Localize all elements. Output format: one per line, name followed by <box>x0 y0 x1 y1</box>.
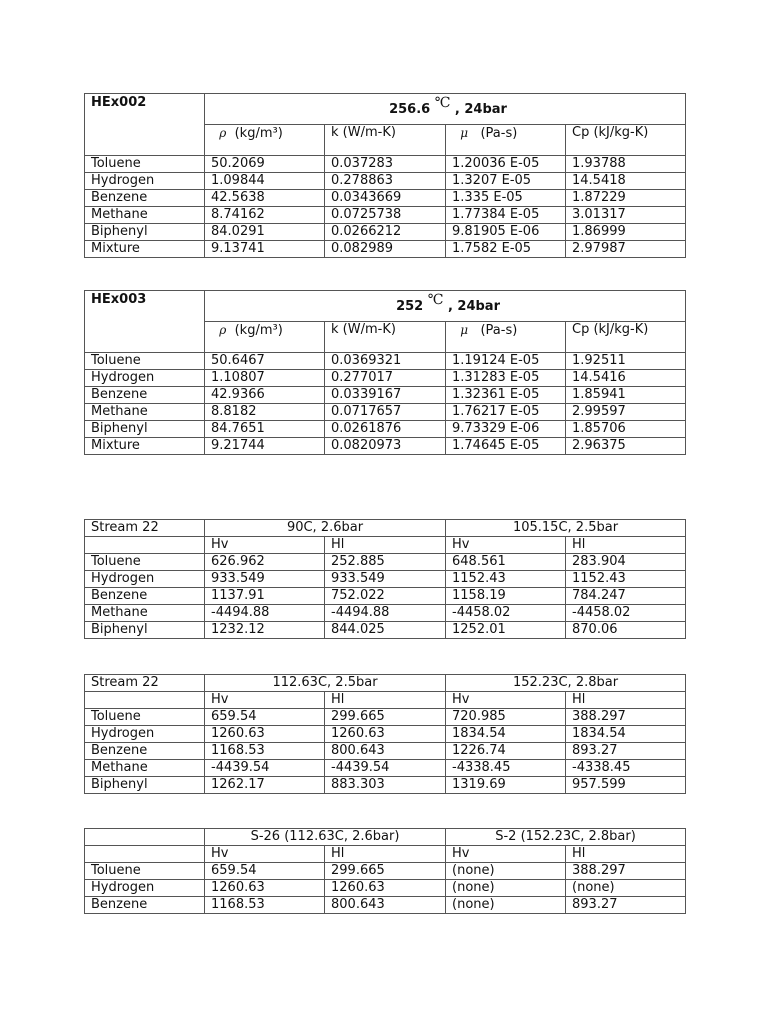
value-cell: 2.97987 <box>566 241 686 258</box>
hv-header: Hv <box>446 846 566 863</box>
value-cell: 283.904 <box>566 554 686 571</box>
value-cell: 800.643 <box>325 897 446 914</box>
value-cell: 0.0820973 <box>325 438 446 455</box>
value-cell: 1158.19 <box>446 588 566 605</box>
value-cell: 3.01317 <box>566 207 686 224</box>
table-row <box>85 880 686 897</box>
component-name: Toluene <box>85 863 205 880</box>
component-name: Toluene <box>85 709 205 726</box>
value-cell: -4338.45 <box>566 760 686 777</box>
hv-header: Hv <box>205 537 325 554</box>
table-row <box>85 207 686 224</box>
value-cell: 1.32361 E-05 <box>446 387 566 404</box>
table-row <box>85 241 686 258</box>
table-row <box>85 605 686 622</box>
component-name: Benzene <box>85 190 205 207</box>
value-cell: 1.87229 <box>566 190 686 207</box>
value-cell: 299.665 <box>325 709 446 726</box>
value-cell: 626.962 <box>205 554 325 571</box>
value-cell: 1.7582 E-05 <box>446 241 566 258</box>
table-row <box>85 190 686 207</box>
value-cell: 84.7651 <box>205 421 325 438</box>
exchanger-id: HEx002 <box>85 94 205 156</box>
value-cell: 1.09844 <box>205 173 325 190</box>
value-cell: 1226.74 <box>446 743 566 760</box>
value-cell: -4458.02 <box>566 605 686 622</box>
value-cell: 1.76217 E-05 <box>446 404 566 421</box>
component-name: Biphenyl <box>85 622 205 639</box>
value-cell: 1.74645 E-05 <box>446 438 566 455</box>
value-cell: 9.81905 E-06 <box>446 224 566 241</box>
component-name: Hydrogen <box>85 880 205 897</box>
table-row <box>85 353 686 370</box>
value-cell: 0.277017 <box>325 370 446 387</box>
value-cell: 388.297 <box>566 863 686 880</box>
value-cell: 1137.91 <box>205 588 325 605</box>
value-cell: 9.13741 <box>205 241 325 258</box>
value-cell: 1.3207 E-05 <box>446 173 566 190</box>
value-cell: 893.27 <box>566 897 686 914</box>
component-name: Biphenyl <box>85 777 205 794</box>
temperature: 252 <box>396 298 424 314</box>
empty-cell <box>85 692 205 709</box>
value-cell: 659.54 <box>205 709 325 726</box>
component-name: Hydrogen <box>85 173 205 190</box>
value-cell: 1.85706 <box>566 421 686 438</box>
hex002-table <box>84 93 686 258</box>
value-cell: 9.21744 <box>205 438 325 455</box>
empty-cell <box>85 846 205 863</box>
value-cell: 648.561 <box>446 554 566 571</box>
s26-s2-enthalpy-table <box>84 828 686 914</box>
value-cell: 84.0291 <box>205 224 325 241</box>
hv-header: Hv <box>205 846 325 863</box>
component-name: Hydrogen <box>85 571 205 588</box>
value-cell: 0.037283 <box>325 156 446 173</box>
value-cell: 50.2069 <box>205 156 325 173</box>
component-name: Methane <box>85 605 205 622</box>
value-cell: 42.5638 <box>205 190 325 207</box>
value-cell: 1260.63 <box>205 880 325 897</box>
value-cell: 8.8182 <box>205 404 325 421</box>
value-cell: 1260.63 <box>325 726 446 743</box>
value-cell: -4458.02 <box>446 605 566 622</box>
table-row <box>85 387 686 404</box>
value-cell: 1168.53 <box>205 897 325 914</box>
hl-header: Hl <box>325 537 446 554</box>
value-cell: 870.06 <box>566 622 686 639</box>
value-cell: 752.022 <box>325 588 446 605</box>
pressure: , 24bar <box>447 298 500 314</box>
value-cell: 0.0369321 <box>325 353 446 370</box>
table-row <box>85 224 686 241</box>
value-cell: 2.99597 <box>566 404 686 421</box>
hl-header: Hl <box>566 537 686 554</box>
density-header: ρ (kg/m³) <box>205 322 325 353</box>
component-name: Toluene <box>85 156 205 173</box>
value-cell: 1319.69 <box>446 777 566 794</box>
value-cell: 933.549 <box>205 571 325 588</box>
value-cell: 957.599 <box>566 777 686 794</box>
hl-header: Hl <box>325 692 446 709</box>
conductivity-header: k (W/m-K) <box>325 125 446 156</box>
component-name: Hydrogen <box>85 370 205 387</box>
density-header: ρ (kg/m³) <box>205 125 325 156</box>
value-cell: 1232.12 <box>205 622 325 639</box>
table-row <box>85 709 686 726</box>
component-name: Methane <box>85 207 205 224</box>
condition-2: 105.15C, 2.5bar <box>446 520 686 537</box>
value-cell: 1152.43 <box>446 571 566 588</box>
exchanger-id: HEx003 <box>85 291 205 353</box>
condition-1: 112.63C, 2.5bar <box>205 675 446 692</box>
value-cell: 1.85941 <box>566 387 686 404</box>
value-cell: 0.0717657 <box>325 404 446 421</box>
value-cell: 1.93788 <box>566 156 686 173</box>
degree-celsius-unit: ℃ <box>434 94 451 111</box>
condition-2: S-2 (152.23C, 2.8bar) <box>446 829 686 846</box>
value-cell: 0.0266212 <box>325 224 446 241</box>
heat-capacity-header: Cp (kJ/kg-K) <box>566 125 686 156</box>
value-cell: (none) <box>566 880 686 897</box>
table-row <box>85 370 686 387</box>
component-name: Benzene <box>85 897 205 914</box>
condition-header <box>205 94 686 125</box>
value-cell: 1834.54 <box>446 726 566 743</box>
value-cell: 388.297 <box>566 709 686 726</box>
hl-header: Hl <box>566 692 686 709</box>
temperature: 256.6 <box>389 101 431 117</box>
condition-1: 90C, 2.6bar <box>205 520 446 537</box>
hv-header: Hv <box>205 692 325 709</box>
value-cell: 8.74162 <box>205 207 325 224</box>
value-cell: 1.20036 E-05 <box>446 156 566 173</box>
component-name: Benzene <box>85 743 205 760</box>
value-cell: 1260.63 <box>325 880 446 897</box>
value-cell: 0.278863 <box>325 173 446 190</box>
component-name: Mixture <box>85 438 205 455</box>
stream22-enthalpy-table-b <box>84 674 686 794</box>
value-cell: -4439.54 <box>325 760 446 777</box>
value-cell: 0.0261876 <box>325 421 446 438</box>
condition-1: S-26 (112.63C, 2.6bar) <box>205 829 446 846</box>
value-cell: -4338.45 <box>446 760 566 777</box>
value-cell: 1260.63 <box>205 726 325 743</box>
value-cell: 720.985 <box>446 709 566 726</box>
value-cell: 0.0343669 <box>325 190 446 207</box>
value-cell: 252.885 <box>325 554 446 571</box>
component-name: Toluene <box>85 353 205 370</box>
hv-header: Hv <box>446 692 566 709</box>
value-cell: 933.549 <box>325 571 446 588</box>
value-cell: -4494.88 <box>325 605 446 622</box>
value-cell: 1.19124 E-05 <box>446 353 566 370</box>
value-cell: 1.10807 <box>205 370 325 387</box>
table-row <box>85 726 686 743</box>
value-cell: 1152.43 <box>566 571 686 588</box>
table-row <box>85 897 686 914</box>
stream22-enthalpy-table-a <box>84 519 686 639</box>
value-cell: 1168.53 <box>205 743 325 760</box>
value-cell: 844.025 <box>325 622 446 639</box>
value-cell: 1.92511 <box>566 353 686 370</box>
stream-label: Stream 22 <box>85 520 205 537</box>
viscosity-header: μ (Pa-s) <box>446 125 566 156</box>
table-row <box>85 777 686 794</box>
hl-header: Hl <box>566 846 686 863</box>
value-cell: 1262.17 <box>205 777 325 794</box>
value-cell: -4494.88 <box>205 605 325 622</box>
value-cell: 1.335 E-05 <box>446 190 566 207</box>
value-cell: 42.9366 <box>205 387 325 404</box>
component-name: Benzene <box>85 588 205 605</box>
table-row <box>85 622 686 639</box>
value-cell: 784.247 <box>566 588 686 605</box>
value-cell: 1834.54 <box>566 726 686 743</box>
component-name: Biphenyl <box>85 224 205 241</box>
value-cell: 9.73329 E-06 <box>446 421 566 438</box>
conductivity-header: k (W/m-K) <box>325 322 446 353</box>
component-name: Toluene <box>85 554 205 571</box>
component-name: Benzene <box>85 387 205 404</box>
value-cell: 1.77384 E-05 <box>446 207 566 224</box>
value-cell: (none) <box>446 880 566 897</box>
condition-header <box>205 291 686 322</box>
table-row <box>85 404 686 421</box>
table-row <box>85 743 686 760</box>
component-name: Hydrogen <box>85 726 205 743</box>
value-cell: 659.54 <box>205 863 325 880</box>
value-cell: 1252.01 <box>446 622 566 639</box>
value-cell: -4439.54 <box>205 760 325 777</box>
value-cell: 14.5418 <box>566 173 686 190</box>
value-cell: 0.082989 <box>325 241 446 258</box>
component-name: Mixture <box>85 241 205 258</box>
component-name: Biphenyl <box>85 421 205 438</box>
stream-label: Stream 22 <box>85 675 205 692</box>
hv-header: Hv <box>446 537 566 554</box>
viscosity-header: μ (Pa-s) <box>446 322 566 353</box>
value-cell: 2.96375 <box>566 438 686 455</box>
table-row <box>85 554 686 571</box>
table-row <box>85 571 686 588</box>
stream-label <box>85 829 205 846</box>
value-cell: 893.27 <box>566 743 686 760</box>
component-name: Methane <box>85 760 205 777</box>
hl-header: Hl <box>325 846 446 863</box>
condition-2: 152.23C, 2.8bar <box>446 675 686 692</box>
value-cell: 1.31283 E-05 <box>446 370 566 387</box>
pressure: , 24bar <box>454 101 507 117</box>
degree-celsius-unit: ℃ <box>427 291 444 308</box>
table-row <box>85 173 686 190</box>
value-cell: 883.303 <box>325 777 446 794</box>
value-cell: 0.0725738 <box>325 207 446 224</box>
hex003-table <box>84 290 686 455</box>
value-cell: 800.643 <box>325 743 446 760</box>
value-cell: 0.0339167 <box>325 387 446 404</box>
table-row <box>85 156 686 173</box>
component-name: Methane <box>85 404 205 421</box>
value-cell: 1.86999 <box>566 224 686 241</box>
value-cell: (none) <box>446 897 566 914</box>
value-cell: 50.6467 <box>205 353 325 370</box>
value-cell: 14.5416 <box>566 370 686 387</box>
value-cell: (none) <box>446 863 566 880</box>
empty-cell <box>85 537 205 554</box>
table-row <box>85 588 686 605</box>
table-row <box>85 760 686 777</box>
table-row <box>85 421 686 438</box>
table-row <box>85 438 686 455</box>
table-row <box>85 863 686 880</box>
value-cell: 299.665 <box>325 863 446 880</box>
heat-capacity-header: Cp (kJ/kg-K) <box>566 322 686 353</box>
